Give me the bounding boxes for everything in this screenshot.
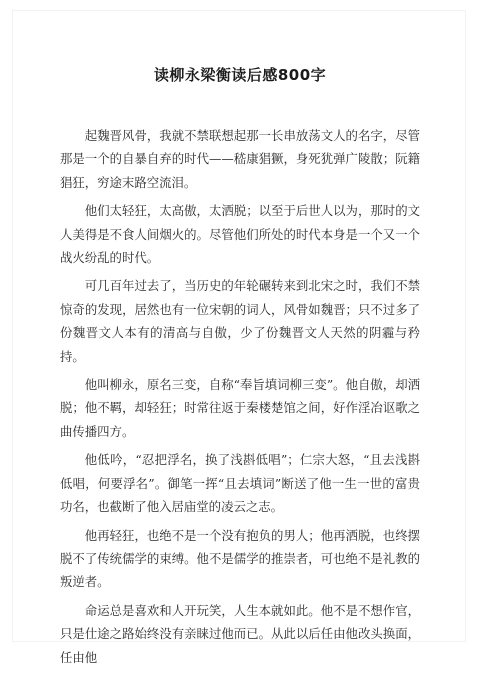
paragraph-5: 他低吟，“忍把浮名，换了浅斟低唱”；仁宗大怒，“且去浅斟低唱，何要浮名”。御笔一挥“且去填词”断送了他一生一世的富贵功名，也截断了他入居庙堂的凌云之志。 bbox=[60, 452, 420, 515]
paragraph-2: 他们太轻狂，太高傲，太洒脱；以至于后世人以为，那时的文人美得是不食人间烟火的。尽管他们所处的时代本身是一个又一个战火纷乱的时代。 bbox=[60, 203, 420, 266]
document-body bbox=[60, 124, 420, 674]
paragraph-4: 他叫柳永，原名三变，自称“奉旨填词柳三变”。他自傲，却洒脱；他不羁，却轻狂；时常往返于秦楼楚馆之间，好作淫冶讴歌之曲传播四方。 bbox=[60, 377, 420, 439]
paragraph-3: 可几百年过去了，当历史的年轮碾转来到北宋之时，我们不禁惊奇的发现，居然也有一位宋朝的词人，风骨如魏晋；只不过多了份魏晋文人本有的清高与自傲，少了份魏晋文人天然的阴霾与矜持。 bbox=[60, 278, 420, 364]
paragraph-7: 命运总是喜欢和人开玩笑，人生本就如此。他不是不想作官，只是仕途之路始终没有亲睐过他而已。从此以后任由他改头换面，任由他 bbox=[60, 602, 420, 665]
paragraph-1: 起魏晋风骨，我就不禁联想起那一长串放荡文人的名字，尽管那是一个的自暴自弃的时代——嵇康猖獗，身死犹弹广陵散；阮籍猖狂，穷途末路空流泪。 bbox=[60, 128, 420, 190]
paragraph-6: 他再轻狂，也绝不是一个没有抱负的男人；他再洒脱，也终摆脱不了传统儒学的束缚。他不是儒学的推崇者，可也绝不是礼教的叛逆者。 bbox=[60, 527, 420, 590]
document-title: 读柳永梁衡读后感800字 bbox=[153, 66, 327, 84]
